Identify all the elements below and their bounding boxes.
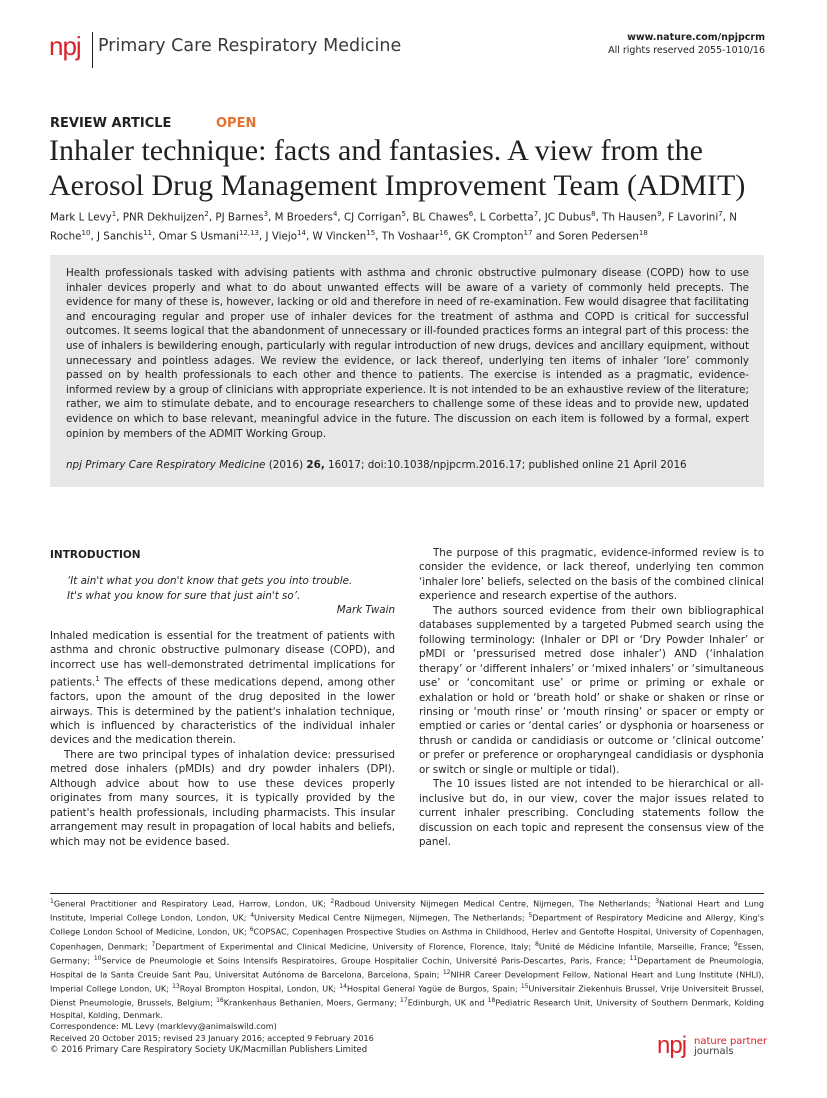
affiliation-text: Unité de Médicine Infantile, Marseille, France; — [538, 941, 734, 952]
article-title: Inhaler technique: facts and fantasies. A view from the Aerosol Drug Management Improvement Team (ADMIT) — [49, 134, 746, 202]
author-name: J Viejo — [265, 230, 298, 243]
affiliation-text: Departament de Pneumologia, Hospital de la Santa Creuide Sant Pau, Universitat Autónoma de Barcelona, Barcelona, Spain; — [50, 955, 765, 980]
author-name: PJ Barnes — [215, 211, 264, 224]
author-name: F Lavorini — [668, 211, 719, 224]
affiliation-number: 1 — [50, 898, 54, 905]
paragraph: The 10 issues listed are not intended to be hierarchical or all-inclusive but do, in our view, cover the major issues related to current inhaler prescribing. Concluding statements follow the discussion on each topic and represent the consensus view of the panel. — [419, 778, 764, 849]
header-divider — [92, 32, 93, 68]
partner-line-1: nature partner — [694, 1036, 768, 1047]
author-affiliation-marker: 17 — [523, 229, 533, 238]
author-affiliation-marker: 2 — [204, 210, 209, 218]
author-affiliation-marker: 12,13 — [238, 229, 259, 238]
author-affiliation-marker: 14 — [297, 229, 306, 238]
correspondence: Correspondence: ML Levy (marklevy@animalswild.com) — [50, 1021, 277, 1031]
affiliation-number: 2 — [330, 898, 335, 905]
author-name: L Corbetta — [479, 211, 534, 224]
affiliation-number: 10 — [93, 954, 102, 962]
affiliation-number: 12 — [442, 968, 451, 976]
journal-url[interactable]: www.nature.com/npjpcrm — [627, 32, 765, 43]
author-affiliation-marker: 15 — [366, 229, 376, 238]
epigraph-source: Mark Twain — [336, 604, 395, 617]
author-name: BL Chawes — [412, 211, 469, 224]
journal-name: Primary Care Respiratory Medicine — [98, 36, 402, 56]
affiliation-text: Radboud University Nijmegen Medical Centre, Nijmegen, The Netherlands; — [334, 898, 656, 909]
abstract-box — [50, 255, 764, 487]
author-name: Mark L Levy — [50, 211, 112, 224]
author-affiliation-marker: 7 — [718, 210, 723, 218]
author-name: JC Dubus — [544, 211, 592, 224]
author-affiliation-marker: 7 — [533, 210, 539, 218]
affiliation-number: 15 — [520, 983, 529, 991]
header-meta — [608, 31, 765, 57]
citation-volume: 26, — [306, 459, 325, 472]
affiliation-number: 16 — [216, 997, 224, 1005]
affiliation-text: Krankenhaus Bethanien, Moers, Germany; — [223, 998, 401, 1008]
author-name: J Sanchis — [96, 230, 144, 243]
affiliation-text: General Practitioner and Respiratory Lead, Harrow, London, UK; — [53, 898, 331, 909]
affiliation-text: NIHR Career Development Fellow, National Heart and Lung Institute (NHLI), Imperial College London, UK; — [50, 969, 764, 994]
partner-line-2: journals — [694, 1046, 734, 1057]
affiliation-number: 9 — [733, 940, 738, 948]
affiliation-text: Department of Experimental and Clinical Medicine, University of Florence, Florence, Italy; — [155, 941, 535, 952]
footnote-divider — [50, 893, 764, 894]
affiliation-number: 7 — [151, 940, 156, 948]
affiliation-text: University Medical Centre Nijmegen, Nijmegen, The Netherlands; — [254, 912, 529, 923]
author-affiliation-marker: 10 — [81, 229, 91, 238]
affiliation-number: 5 — [528, 912, 533, 920]
paragraph: There are two principal types of inhalation device: pressurised metred dose inhalers (pMDIs) and dry powder inhalers (DPI). Although advice about how to use these devices properly originates from many sources, it is typically provided by the patient's health professionals, including pharmacists. This insular arrangement may result in propagation of local habits and beliefs, which may not be evidence based. — [50, 748, 395, 848]
epigraph-line-2: It's what you know for sure that just ain't so’. — [67, 589, 301, 602]
author-affiliation-marker: 6 — [468, 210, 474, 218]
affiliation-text: Universitair Ziekenhuis Brussel, Vrije Universiteit Brussel, Dienst Pneumologie, Brussels, Belgium; — [50, 983, 764, 1008]
author-name: PNR Dekhuijzen — [122, 211, 205, 224]
paragraph: The authors sourced evidence from their own bibliographical databases supplemented by a targeted Pubmed search using the following terminology: (Inhaler or DPI or ‘Dry Powder Inhaler’ or pMDI or ‘pressurised metred dose inhaler’) AND (‘inhalation therapy’ or ‘different inhalers’ or ‘mixed inhalers’ or ‘simultaneous use’ or ‘concomitant use’ or prime or priming or exhale or exhalation or hold or ‘breath hold’ or shake or shaken or rinse or rinsing or ‘mouth rinse’ or ‘mouth rinsing’ or spacer or empty or emptied or caries or ‘dental caries’ or dysphonia or hoarseness or thrush or candida or candidiasis or outcome or ‘clinical outcome’ or prefer or preference or oropharyngeal candidiasis or dysphonia or switch or single or multiple or tidal). — [419, 604, 764, 776]
author-name: Th Voshaar — [381, 230, 440, 243]
author-affiliation-marker: 11 — [143, 229, 153, 238]
affiliation-number: 13 — [172, 983, 180, 991]
affiliation-number: 6 — [249, 926, 254, 934]
abstract-text: Health professionals tasked with advising patients with asthma and chronic obstructive pulmonary disease (COPD) how to use inhaler devices properly and what to do about unwanted effects will be aware of a variety of commonly held precepts. The evidence for many of these is, however, lacking or old and therefore in need of re-examination. Few would disagree that facilitating and encouraging regular and proper use of inhaler devices for the treatment of asthma and COPD is critical for successful outcomes. It seems logical that the abandonment of unnecessary or ill-founded practices forms an integral part of this process: the use of inhalers is bewildering enough, particularly with regular introduction of new drugs, devices and ancillary equipment, without unnecessary and pointless adages. We review the evidence, or lack thereof, underlying ten items of inhaler ‘lore’ commonly passed on by health professionals to each other and thence to patients. The exercise is intended as a pragmatic, evidence-informed review by a group of clinicians with appropriate experience. It is not intended to be an exhaustive review of the literature; rather, we aim to stimulate debate, and to encourage researchers to challenge some of these ideas and to provide new, updated evidence on which to base relevant, meaningful advice in the future. The discussion on each item is followed by a formal, expert opinion by members of the ADMIT Working Group. — [66, 267, 749, 440]
author-name: Th Hausen — [602, 211, 658, 224]
affiliation-text: COPSAC, Copenhagen Prospective Studies on Asthma in Childhood, Herlev and Gentofte Hospital, University of Copenhagen, Copenhagen, Denmark; — [50, 927, 764, 952]
author-name: M Broeders — [274, 211, 333, 224]
affiliation-text: National Heart and Lung Institute, Imperial College London, London, UK; — [50, 898, 764, 923]
rights-notice: All rights reserved 2055-1010/16 — [608, 45, 765, 56]
affiliation-text: Royal Brompton Hospital, London, UK; — [179, 983, 340, 994]
citation-year: (2016) — [268, 459, 304, 472]
author-name: Soren Pedersen — [558, 230, 639, 243]
affiliation-text: Pediatric Research Unit, University of Southern Denmark, Kolding Hospital, Kolding, Denmark. — [50, 998, 764, 1020]
citation-line — [66, 458, 749, 472]
npj-footer-logo: npj — [657, 1032, 687, 1059]
affiliation-number: 17 — [400, 997, 408, 1005]
nature-partner-journals-logo — [694, 1037, 767, 1057]
affiliation-text: Essen, Germany; — [50, 941, 764, 966]
received-dates: Received 20 October 2015; revised 23 January 2016; accepted 9 February 2016 — [50, 1032, 374, 1043]
article-type: REVIEW ARTICLE — [50, 116, 172, 131]
copyright: © 2016 Primary Care Respiratory Society UK/Macmillan Publishers Limited — [50, 1045, 368, 1055]
affiliation-text: Service de Pneumologie et Soins Intensifs Respiratoires, Groupe Hospitalier Cochin, Université Paris-Descartes, Paris, France; — [101, 955, 630, 966]
citation-details: 16017; doi:10.1038/npjpcrm.2016.17; published online 21 April 2016 — [328, 459, 687, 472]
author-name: GK Crompton — [454, 230, 524, 243]
paragraph-text: The effects of these medications depend, among other factors, upon the amount of the drug deposited in the lower airways. This is determined by the patient's inhalation technique, which is influenced by characteristics of the individual inhaler devices and the medication therein. — [50, 676, 395, 747]
affiliation-text: Hospital General Yagüe de Burgos, Spain; — [346, 983, 521, 994]
author-affiliation-marker: 8 — [591, 210, 596, 218]
reference-marker[interactable]: 1 — [95, 675, 100, 684]
author-name: N Roche — [50, 211, 737, 243]
npj-logo: npj — [49, 31, 81, 61]
left-column — [50, 546, 395, 849]
author-affiliation-marker: 18 — [638, 229, 648, 238]
author-affiliation-marker: 9 — [657, 210, 662, 218]
author-affiliation-marker: 5 — [401, 210, 406, 218]
citation-journal: npj Primary Care Respiratory Medicine — [66, 459, 266, 472]
paragraph-text: Inhaled medication is essential for the treatment of patients with asthma and chronic obstructive pulmonary disease (COPD), and incorrect use has well-demonstrated detrimental implications for patients. — [50, 629, 395, 689]
author-name: CJ Corrigan — [343, 211, 402, 224]
affiliation-number: 18 — [487, 997, 496, 1005]
affiliation-number: 11 — [629, 954, 638, 962]
affiliation-text: Edinburgh, UK and — [407, 998, 488, 1008]
section-heading-introduction: INTRODUCTION — [50, 549, 141, 561]
affiliation-number: 4 — [250, 912, 255, 920]
author-name: W Vincken — [312, 230, 367, 243]
affiliation-number: 8 — [535, 940, 539, 948]
paragraph — [50, 629, 395, 748]
epigraph-line-1: ‘It ain't what you don't know that gets you into trouble. — [67, 575, 353, 588]
open-access-badge: OPEN — [216, 116, 257, 131]
right-column — [419, 546, 764, 850]
affiliations — [50, 896, 764, 1021]
footnotes — [50, 896, 764, 1044]
affiliation-number: 3 — [655, 898, 660, 905]
author-affiliation-marker: 1 — [111, 210, 117, 218]
paragraph: The purpose of this pragmatic, evidence-informed review is to consider the evidence, or lack thereof, underlying ten common ‘inhaler lore’ beliefs, selected on the basis of the combined clinical experience and research expertise of the authors. — [419, 547, 764, 603]
author-affiliation-marker: 3 — [263, 210, 269, 218]
author-list: Mark L Levy$^1$, PNR Dekhuijzen$^2$, PJ Barnes$^3$, M Broeders$^4$, CJ Corrigan$^5$, BL Chawes$^6$, L Corbetta$^7$, JC Dubus$^8$, Th Hausen$^9$, F Lavorini$^7$, N Roche$^{10}$, J Sanchis$^{11}$, Omar S Usmani$^{12,13}$, J Viejo$^{14}$, W Vincken$^{15}$, Th Voshaar$^{16}$, GK Crompton$^{17}$ and Soren Pedersen$^{18}$ — [50, 210, 737, 243]
affiliation-text: Department of Respiratory Medicine and Allergy, King's College London School of Medicine, London, UK; — [50, 912, 765, 938]
affiliation-number: 14 — [339, 983, 347, 991]
author-affiliation-marker: 16 — [439, 229, 449, 238]
author-name: Omar S Usmani — [158, 230, 239, 243]
author-affiliation-marker: 4 — [332, 210, 338, 218]
